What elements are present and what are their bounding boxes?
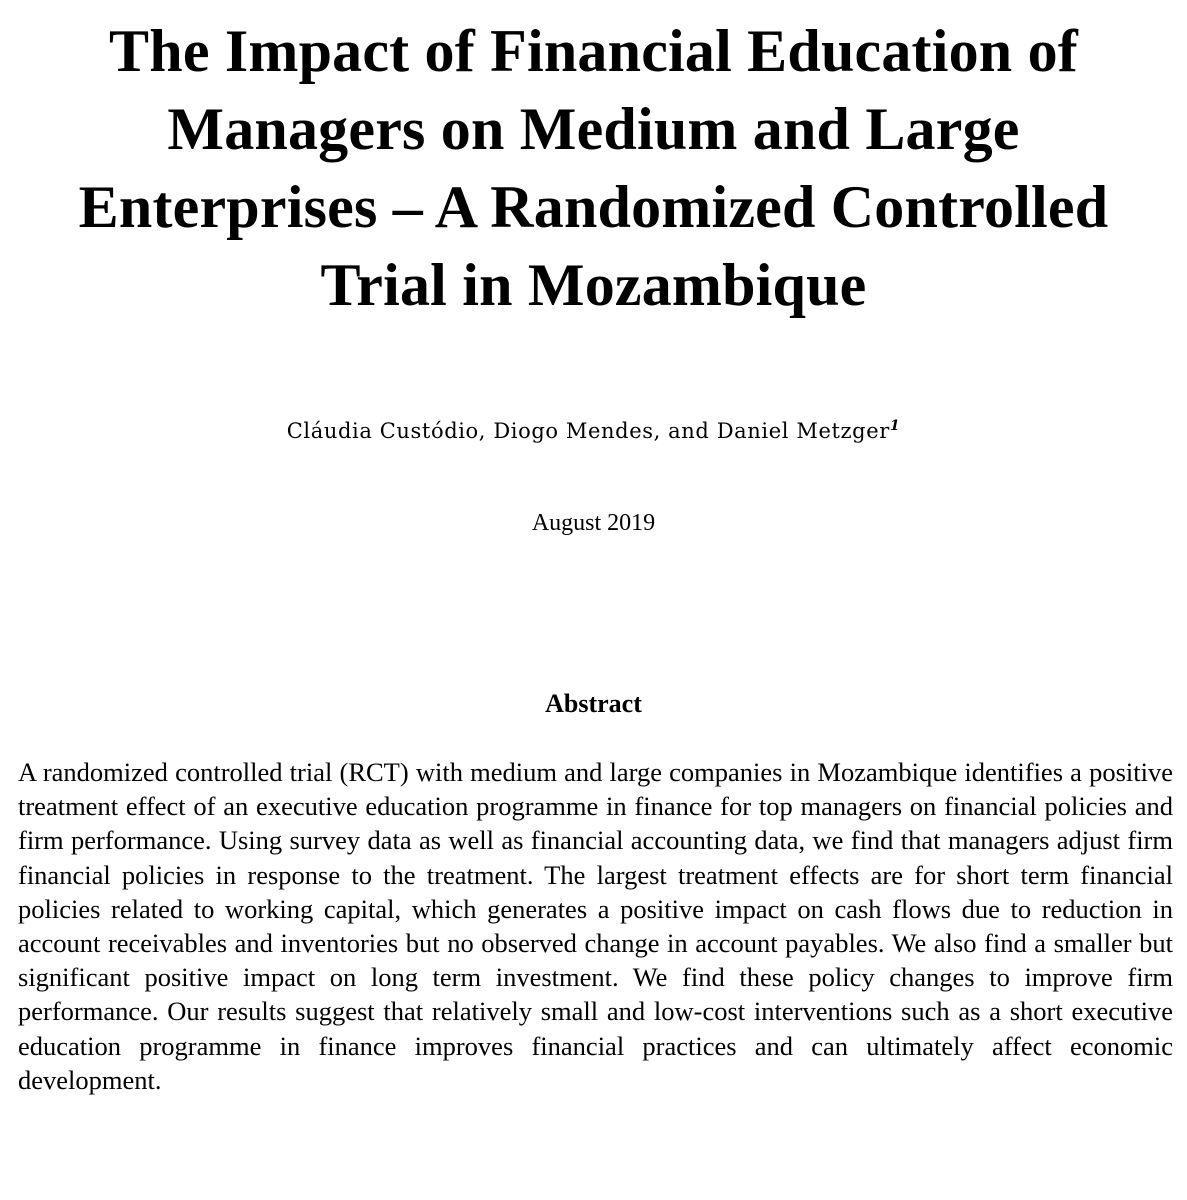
author-footnote-mark[interactable]: 1: [889, 418, 901, 434]
paper-title: The Impact of Financial Education of Managers on Medium and Large Enterprises – A Randomized Controlled Trial in Mozambique: [78, 18, 1109, 318]
author-names: Cláudia Custódio, Diogo Mendes, and Daniel Metzger: [286, 419, 890, 443]
publication-date: August 2019: [531, 510, 656, 536]
author-line: [0, 416, 1187, 446]
abstract-text: A randomized controlled trial (RCT) with medium and large companies in Mozambique identifies a positive treatment effect of an executive education programme in finance for top managers on financial policies and firm performance. Using survey data as well as financial accounting data, we find that managers adjust firm financial policies in response to the treatment. The largest treatment effects are for short term financial policies related to working capital, which generates a positive impact on cash flows due to reduction in account receivables and inventories but no observed change in account payables. We also find a smaller but significant positive impact on long term investment. We find these policy changes to improve firm performance. Our results suggest that relatively small and low-cost interventions such as a short executive education programme in finance improves financial practices and can ultimately affect economic development.: [18, 757, 1173, 1095]
abstract-heading: Abstract: [545, 689, 642, 718]
